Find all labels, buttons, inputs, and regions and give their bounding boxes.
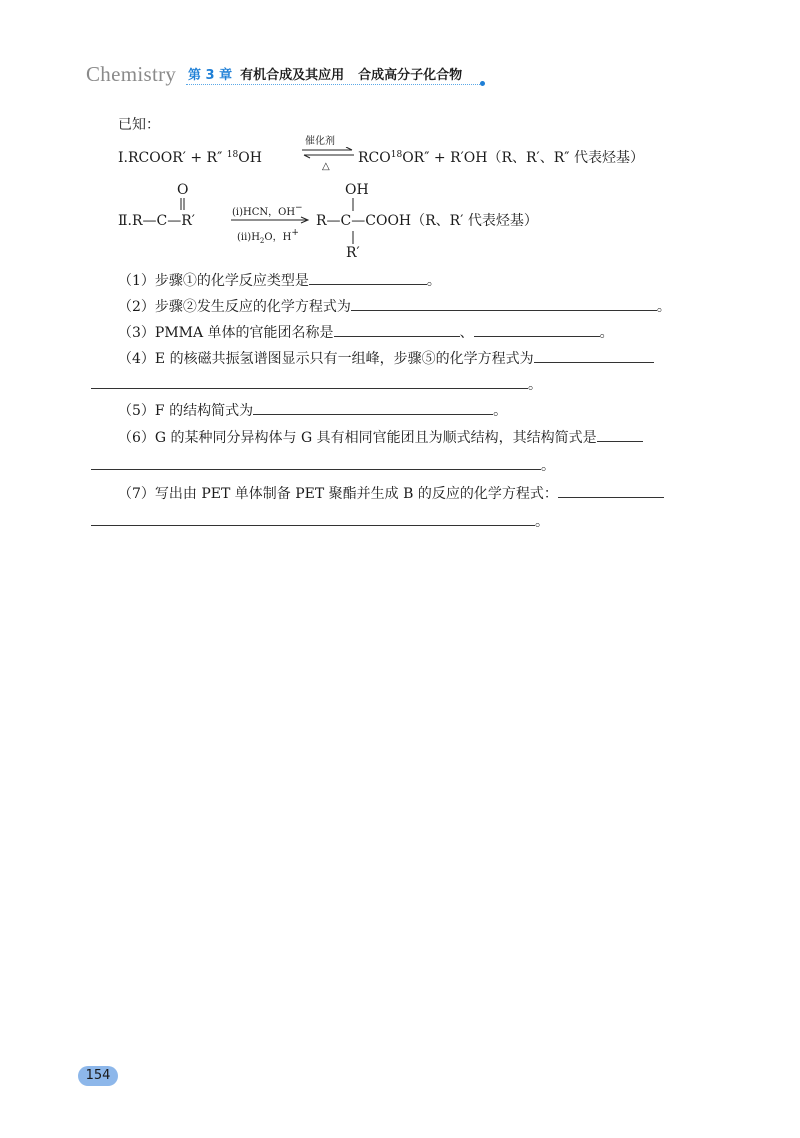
reaction-1-left: Ⅰ.RCOOR′ + R″ $^{18}$OH: [118, 150, 262, 166]
chapter-number: 第 3 章: [188, 68, 233, 83]
answer-blank[interactable]: [474, 323, 600, 337]
page-number: 154: [78, 1066, 118, 1086]
reaction-2-left: Ⅱ.R—C—R′: [118, 213, 195, 229]
chapter-heading: [188, 64, 462, 83]
reaction-2-step-i: (i)HCN，OH−: [232, 203, 303, 218]
answer-blank[interactable]: [334, 323, 460, 337]
brand-title: Chemistry: [86, 62, 177, 86]
question-6: （6）G 的某种同分异构体与 G 具有相同官能团且为顺式结构，其结构简式是: [118, 428, 643, 447]
chapter-title: 有机合成及其应用: [240, 68, 345, 83]
answer-blank[interactable]: [597, 428, 643, 442]
question-1: （1）步骤①的化学反应类型是 。: [118, 273, 441, 289]
answer-blank[interactable]: [558, 484, 664, 498]
question-4-continuation: 。: [91, 375, 542, 394]
reaction-1-heat: △: [322, 161, 330, 172]
reaction-arrow-icon: [230, 216, 310, 224]
reaction-2-carbonyl-o: O: [177, 182, 189, 198]
reaction-2-step-ii: $(ii)H_2O$，H+: [237, 228, 299, 245]
header-dotted-rule: [186, 84, 480, 85]
question-4: （4）E 的核磁共振氢谱图显示只有一组峰，步骤⑤的化学方程式为: [118, 349, 654, 368]
section-title: 合成高分子化合物: [358, 68, 463, 83]
double-bond-icon: [179, 198, 187, 212]
question-7-continuation: 。: [91, 512, 549, 531]
answer-blank[interactable]: [351, 297, 657, 311]
reaction-2-r-group: R′: [346, 245, 360, 261]
reaction-2-hydroxyl: OH: [345, 182, 369, 198]
question-7: （7）写出由 PET 单体制备 PET 聚酯并生成 B 的反应的化学方程式：: [118, 484, 664, 503]
page-header: [86, 60, 486, 90]
answer-blank[interactable]: [253, 401, 493, 415]
answer-blank[interactable]: [91, 375, 528, 389]
answer-blank[interactable]: [91, 456, 541, 470]
answer-blank[interactable]: [91, 512, 535, 526]
reaction-1-catalyst: 催化剂: [305, 136, 335, 147]
question-6-continuation: 。: [91, 456, 555, 475]
header-dot-icon: [480, 81, 485, 86]
answer-blank[interactable]: [534, 349, 654, 363]
question-2: （2）步骤②发生反应的化学方程式为 。: [118, 299, 671, 315]
answer-blank[interactable]: [309, 271, 427, 285]
question-3: （3）PMMA 单体的官能团名称是 、 。: [118, 325, 614, 341]
reaction-1-right: $RCO^{18}OR'' + R'OH(R$、R′、R″ 代表烃基）: [358, 150, 644, 166]
question-5: （5）F 的结构简式为 。: [118, 403, 508, 419]
known-label: 已知：: [118, 117, 160, 133]
reaction-2-right: R—C—COOH（R、R′ 代表烃基）: [316, 213, 538, 229]
